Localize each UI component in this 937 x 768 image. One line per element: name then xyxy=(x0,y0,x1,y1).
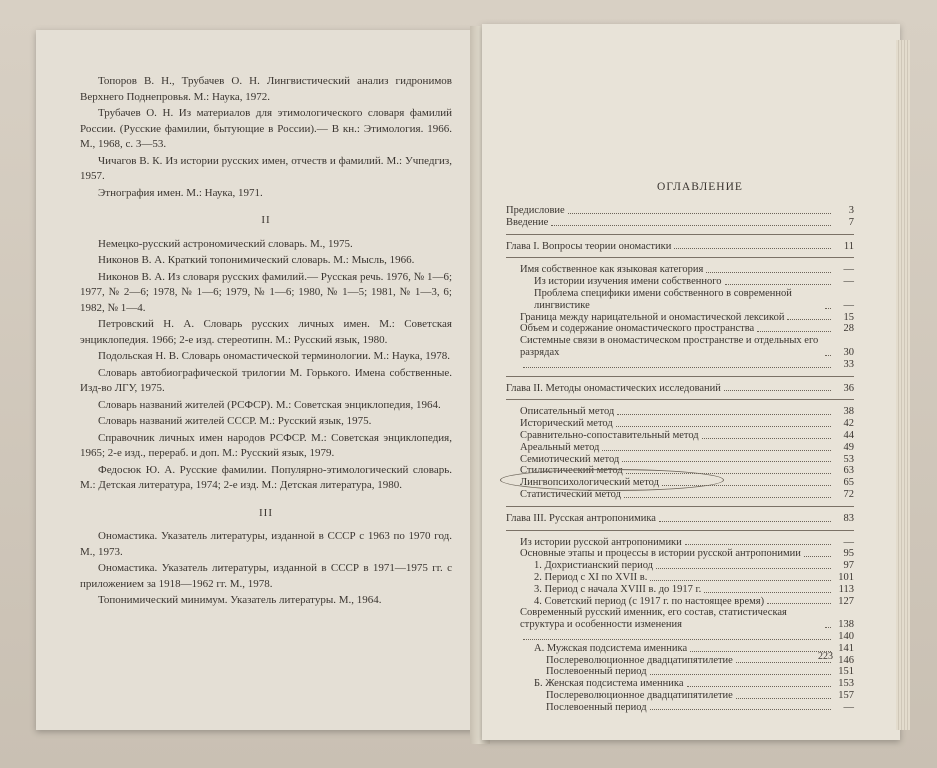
toc-entry-text: Проблема специфики имени собственного в современной лингвистике xyxy=(534,287,792,311)
toc-page-number: 72 xyxy=(843,488,854,500)
toc-entry-text: Предисловие xyxy=(506,205,565,216)
toc-chapter-1 xyxy=(506,241,854,253)
toc-row-front xyxy=(506,217,854,229)
toc-row xyxy=(506,655,854,667)
toc-page-number: 63 xyxy=(843,465,854,477)
dot-leader xyxy=(690,651,831,652)
dot-leader xyxy=(825,627,831,628)
toc-entry-text: Б. Женская подсистема именника xyxy=(534,678,684,690)
dot-leader xyxy=(757,331,831,332)
dot-leader xyxy=(523,367,831,368)
toc-entry-text: 3. Период с начала XVIII в. до 1917 г. xyxy=(534,583,702,595)
toc-page-number: 101 xyxy=(838,571,854,583)
toc-entry-text: Имя собственное как языковая категория xyxy=(520,264,704,276)
dot-leader xyxy=(650,580,831,581)
dot-leader xyxy=(674,248,831,249)
toc-page-number: 33 xyxy=(843,358,854,370)
dot-leader xyxy=(650,674,831,675)
bibliography-entry: Никонов В. А. Краткий топонимический словарь. М.: Мысль, 1966. xyxy=(98,254,415,266)
toc-page-number: 42 xyxy=(843,418,854,430)
toc-entry-text: Сравнительно-сопоставительный метод xyxy=(520,429,699,441)
bibliography-entry: Подольская Н. В. Словарь ономастической терминологии. М.: Наука, 1978. xyxy=(98,350,450,362)
toc-entry-text: Стилистический метод xyxy=(520,465,623,477)
toc-row xyxy=(506,264,854,276)
toc-page-number: 151 xyxy=(838,666,854,678)
toc-row xyxy=(506,276,854,288)
toc-page-number: 3 xyxy=(848,205,854,216)
toc-page-number: 38 xyxy=(843,406,854,418)
divider xyxy=(506,234,854,235)
bibliography-entry: Словарь названий жителей СССР. М.: Русский язык, 1975. xyxy=(98,415,372,427)
toc-entry-text: Объем и содержание ономастического пространства xyxy=(520,323,755,335)
toc-page-number: 15 xyxy=(843,311,854,323)
dot-leader xyxy=(656,568,831,569)
dot-leader xyxy=(825,355,831,356)
toc-page-number: 97 xyxy=(843,560,854,572)
toc-page-number: 127 xyxy=(838,595,854,607)
divider xyxy=(506,376,854,377)
toc-entry-text: Исторический метод xyxy=(520,418,613,430)
divider xyxy=(506,399,854,400)
toc-row xyxy=(506,537,854,549)
toc-entry-text: Системные связи в ономастическом пространстве и отдельных его разрядах xyxy=(520,335,819,358)
bibliography xyxy=(80,74,452,610)
bibliography-entry: Трубачев О. Н. Из материалов для этимологического словаря фамилий России. (Русские фамилии, бытующие в России).— В кн.: Этимология. 1966. М., 1968, с. 3—53. xyxy=(80,107,452,150)
dot-leader xyxy=(602,450,831,451)
toc-page-number: 140 xyxy=(838,630,854,642)
dot-leader xyxy=(702,438,831,439)
dot-leader xyxy=(687,686,832,687)
toc-row xyxy=(506,418,854,430)
toc-entry-text: Глава III. Русская антропонимика xyxy=(506,512,656,524)
bibliography-entry: Этнография имен. М.: Наука, 1971. xyxy=(98,186,263,199)
toc-row xyxy=(506,323,854,335)
dot-leader xyxy=(706,272,831,273)
toc-entry-text: Из истории изучения имени собственного xyxy=(534,276,722,288)
toc-page-number: 65 xyxy=(843,477,854,489)
toc-chapter-2 xyxy=(506,383,854,395)
toc-entry-text: 1. Дохристианский период xyxy=(534,560,653,572)
toc-row xyxy=(506,442,854,454)
toc-row xyxy=(506,690,854,702)
dot-leader xyxy=(616,426,831,427)
page-number: 223 xyxy=(818,651,833,662)
divider xyxy=(506,257,854,258)
divider xyxy=(506,506,854,507)
dot-leader xyxy=(622,461,831,462)
dot-leader xyxy=(551,225,831,226)
toc-entry-text: Ареальный метод xyxy=(520,441,600,453)
toc-row-front xyxy=(506,205,854,217)
toc-row xyxy=(506,631,854,643)
dot-leader xyxy=(767,603,831,604)
toc-row xyxy=(506,596,854,608)
toc-entry-text: Граница между нарицательной и ономастической лексикой xyxy=(520,311,785,323)
toc-row xyxy=(506,454,854,466)
toc-entry-text: Глава II. Методы ономастических исследований xyxy=(506,382,721,394)
toc-row xyxy=(506,560,854,572)
toc-page-number: 138 xyxy=(838,619,854,631)
toc-row xyxy=(506,584,854,596)
toc-entry-text: Послереволюционное двадцатипятилетие xyxy=(546,689,733,701)
bibliography-entry: Чичагов В. К. Из истории русских имен, отчеств и фамилий. М.: Учпедгиз, 1957. xyxy=(80,154,452,182)
dot-leader xyxy=(787,319,831,320)
dot-leader xyxy=(568,213,831,214)
bibliography-section-2 xyxy=(80,237,452,494)
toc-page-number: — xyxy=(843,536,854,548)
toc-page-number: — xyxy=(843,701,854,713)
toc-page-number: 7 xyxy=(848,216,854,228)
dot-leader xyxy=(736,698,831,699)
toc-entry-text: Послереволюционное двадцатипятилетие xyxy=(546,654,733,666)
dot-leader xyxy=(725,284,831,285)
toc-entry-text: Послевоенный период xyxy=(546,701,647,713)
toc-entry-text: 4. Советский период (с 1917 г. по настоящее время) xyxy=(534,595,765,607)
toc-entry-text: Основные этапы и процессы в истории русской антропонимии xyxy=(520,548,801,560)
table-of-contents xyxy=(506,205,854,713)
dot-leader xyxy=(825,308,831,309)
bibliography-section-3 xyxy=(80,529,452,609)
toc-page-number: 141 xyxy=(838,642,854,654)
toc-page-number: 44 xyxy=(843,429,854,441)
toc-entry-text: А. Мужская подсистема именника xyxy=(534,642,688,654)
dot-leader xyxy=(617,414,831,415)
toc-row xyxy=(506,702,854,714)
toc-page-number: 146 xyxy=(838,654,854,666)
bibliography-entry: Топонимический минимум. Указатель литературы. М., 1964. xyxy=(98,594,382,606)
toc-row xyxy=(506,678,854,690)
bibliography-section-1 xyxy=(80,74,452,201)
toc-page-number: 36 xyxy=(843,382,854,394)
toc-row xyxy=(506,643,854,655)
toc-entry-text: Глава I. Вопросы теории ономастики xyxy=(506,240,672,252)
toc-page-number: — xyxy=(843,276,854,288)
toc-page-number: — xyxy=(843,264,854,276)
bibliography-entry: Немецко-русский астрономический словарь. М., 1975. xyxy=(98,237,353,250)
bibliography-entry: Словарь автобиографической трилогии М. Горького. Имена собственные. Изд-во ЛГУ, 1975. xyxy=(80,366,452,394)
bibliography-entry: Ономастика. Указатель литературы, изданной в СССР с 1963 по 1970 год. М., 1973. xyxy=(80,530,452,558)
bibliography-entry: Никонов В. А. Из словаря русских фамилий.— Русская речь. 1976, № 1—6; 1977, № 2—6; 1978, № 1—6; 1979, № 1—6; 1980, № 1—5; 1981, № 1—3, 6; 1982, № 1—4. xyxy=(80,270,452,314)
toc-row xyxy=(506,666,854,678)
toc-row xyxy=(506,335,854,359)
toc-title: ОГЛАВЛЕНИЕ xyxy=(657,181,743,193)
toc-page-number: 83 xyxy=(843,512,854,524)
toc-row xyxy=(506,607,854,631)
toc-page-number: 30 xyxy=(843,346,854,358)
bibliography-entry: Справочник личных имен народов РСФСР. М.: Советская энциклопедия, 1965; 2-е изд., перераб. и доп. М.: Русский язык, 1979. xyxy=(80,431,452,459)
toc-entry-text: Введение xyxy=(506,216,549,228)
section-number-2: II xyxy=(261,214,271,226)
dot-leader xyxy=(523,639,831,640)
toc-entry-text: Семиотический метод xyxy=(520,453,620,465)
pencil-circle-mark xyxy=(500,469,724,491)
toc-row xyxy=(506,406,854,418)
toc-page-number: 113 xyxy=(838,583,854,595)
dot-leader xyxy=(736,662,831,663)
toc-page-number: 49 xyxy=(843,441,854,453)
divider xyxy=(506,530,854,531)
toc-row xyxy=(506,572,854,584)
bibliography-entry: Федосюк Ю. А. Русские фамилии. Популярно-этимологический словарь. М.: Детская литература, 1974; 2-е изд. М.: Детская литература, 1980. xyxy=(80,463,452,491)
toc-row xyxy=(506,312,854,324)
toc-page-number: 153 xyxy=(838,678,854,690)
toc-page-number: 53 xyxy=(843,453,854,465)
page-edges xyxy=(896,40,910,730)
toc-entry-text: Послевоенный период xyxy=(546,666,647,678)
dot-leader xyxy=(659,521,831,522)
dot-leader xyxy=(624,497,831,498)
toc-row xyxy=(506,359,854,371)
toc-row xyxy=(506,430,854,442)
toc-row xyxy=(506,548,854,560)
toc-page-number: 157 xyxy=(838,689,854,701)
toc-entry-text: Лингвопсихологический метод xyxy=(520,477,659,489)
bibliography-entry: Петровский Н. А. Словарь русских личных имен. М.: Советская энциклопедия. 1966; 2-е изд. стереотипн. М.: Русский язык, 1980. xyxy=(80,318,452,346)
toc-entry-text: Из истории русской антропонимики xyxy=(520,536,682,548)
toc-page-number: 11 xyxy=(843,240,854,252)
dot-leader xyxy=(804,556,831,557)
toc-row xyxy=(506,489,854,501)
toc-entry-text: 2. Период с XI по XVII в. xyxy=(534,571,648,583)
toc-chapter-3 xyxy=(506,513,854,525)
bibliography-entry: Топоров В. Н., Трубачев О. Н. Лингвистический анализ гидронимов Верхнего Поднепровья. М.: Наука, 1972. xyxy=(80,75,452,103)
dot-leader xyxy=(724,390,831,391)
bibliography-entry: Ономастика. Указатель литературы, изданной в СССР в 1971—1975 гг. с приложением за 1918—1962 гг. М., 1978. xyxy=(80,562,452,590)
dot-leader xyxy=(685,544,831,545)
toc-entry-text: Современный русский именник, его состав, статистическая структура и особенности изменения xyxy=(520,607,787,631)
toc-entry-text: Описательный метод xyxy=(520,406,615,418)
section-number-3: III xyxy=(259,506,273,519)
toc-page-number: — xyxy=(843,299,854,311)
toc-row xyxy=(506,288,854,312)
bibliography-entry: Словарь названий жителей (РСФСР). М.: Советская энциклопедия, 1964. xyxy=(98,398,441,411)
dot-leader xyxy=(704,592,831,593)
toc-page-number: 95 xyxy=(843,548,854,560)
toc-entry-text: Статистический метод xyxy=(520,488,621,500)
toc-page-number: 28 xyxy=(843,323,854,335)
dot-leader xyxy=(650,709,831,710)
